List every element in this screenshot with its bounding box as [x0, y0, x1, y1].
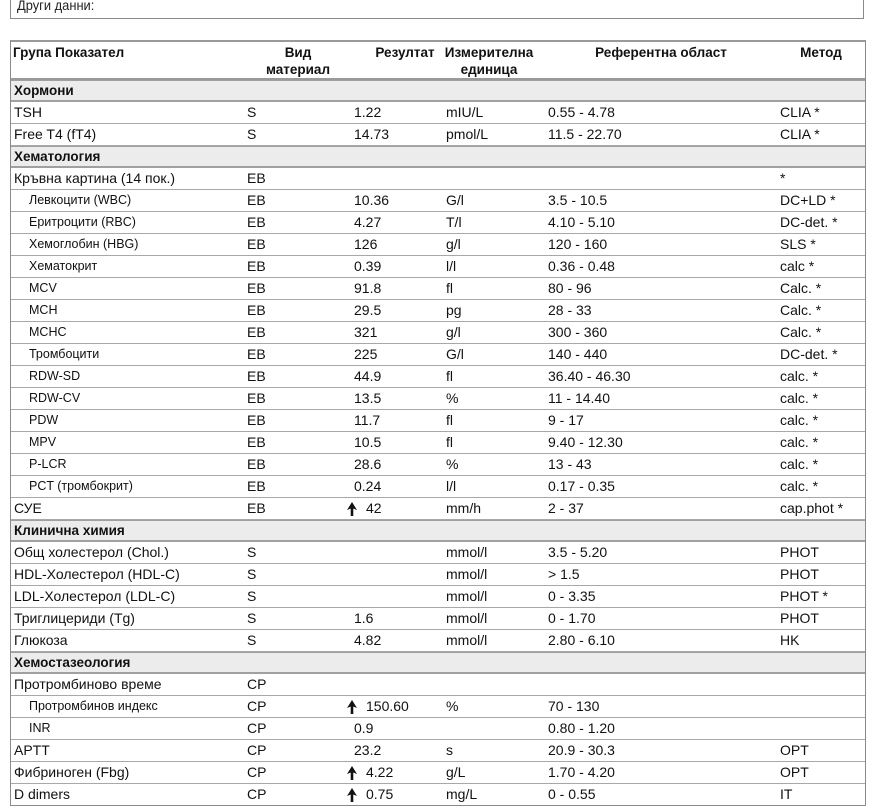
test-name: Кръвна картина (14 пок.) [14, 170, 176, 186]
test-name: Фибриноген (Fbg) [14, 764, 130, 780]
unit-cell: fl [446, 412, 453, 428]
test-name: Левкоцити (WBC) [29, 193, 132, 207]
table-row [11, 256, 865, 278]
table-row [11, 762, 865, 784]
material-cell: S [247, 126, 257, 142]
table-row [11, 784, 865, 805]
method-cell: HK [780, 632, 800, 648]
material-cell: EB [247, 346, 266, 362]
unit-cell: pg [446, 302, 462, 318]
material-cell: EB [247, 170, 266, 186]
material-cell: S [247, 544, 257, 560]
material-cell: EB [247, 478, 266, 494]
unit-cell: l/l [446, 478, 457, 494]
section-title: Хемостазеология [14, 655, 131, 670]
test-name: Free T4 (fT4) [14, 126, 97, 142]
method-cell: cap.phot * [780, 500, 844, 516]
reference-cell: 120 - 160 [548, 236, 608, 252]
test-name: Хемоглобин (HBG) [29, 237, 139, 251]
test-name: RDW-SD [29, 369, 81, 383]
reference-cell: 1.70 - 4.20 [548, 764, 615, 780]
method-cell: calc. * [780, 456, 819, 472]
method-cell: PHOT * [780, 588, 828, 604]
method-cell: PHOT [780, 566, 819, 582]
result-cell: 0.75 [366, 786, 394, 802]
test-name: Триглицериди (Tg) [14, 610, 135, 626]
section-header [11, 80, 865, 102]
method-cell: Calc. * [780, 280, 822, 296]
result-cell: 44.9 [354, 368, 382, 384]
table-row [11, 476, 865, 498]
reference-cell: 0 - 3.35 [548, 588, 596, 604]
section-title: Хормони [14, 83, 74, 98]
reference-cell: 20.9 - 30.3 [548, 742, 615, 758]
other-data-label: Други данни: [17, 0, 95, 13]
method-cell: CLIA * [780, 104, 820, 120]
result-cell: 126 [354, 236, 378, 252]
header-method: Метод [800, 45, 842, 60]
test-name: Еритроцити (RBC) [29, 215, 136, 229]
unit-cell: g/L [446, 764, 466, 780]
table-body [11, 80, 865, 805]
table-row [11, 168, 865, 190]
unit-cell: mmol/l [446, 610, 488, 626]
reference-cell: 0.36 - 0.48 [548, 258, 615, 274]
method-cell: calc. * [780, 368, 819, 384]
result-cell: 1.6 [354, 610, 374, 626]
method-cell: DC+LD * [780, 192, 836, 208]
unit-cell: mmol/l [446, 566, 488, 582]
unit-cell: mmol/l [446, 544, 488, 560]
result-cell: 321 [354, 324, 378, 340]
table-row [11, 454, 865, 476]
method-cell: IT [780, 786, 793, 802]
result-cell: 0.24 [354, 478, 382, 494]
table-row [11, 498, 865, 520]
method-cell: CLIA * [780, 126, 820, 142]
reference-cell: 0.80 - 1.20 [548, 720, 615, 736]
test-name: Хематокрит [29, 259, 98, 273]
material-cell: EB [247, 324, 266, 340]
result-cell: 23.2 [354, 742, 382, 758]
material-cell: CP [247, 786, 267, 802]
table-row [11, 300, 865, 322]
result-cell: 13.5 [354, 390, 382, 406]
method-cell: DC-det. * [780, 214, 838, 230]
unit-cell: fl [446, 280, 453, 296]
unit-cell: % [446, 698, 459, 714]
result-cell: 0.9 [354, 720, 374, 736]
material-cell: EB [247, 258, 266, 274]
test-name: Глюкоза [14, 632, 68, 648]
test-name: СУЕ [14, 500, 42, 516]
result-cell: 4.27 [354, 214, 382, 230]
table-row [11, 586, 865, 608]
result-cell: 225 [354, 346, 378, 362]
unit-cell: g/l [446, 324, 461, 340]
material-cell: CP [247, 742, 267, 758]
test-name: MPV [29, 435, 57, 449]
method-cell: OPT [780, 764, 809, 780]
test-name: P-LCR [29, 457, 67, 471]
test-name: INR [29, 721, 51, 735]
result-cell: 42 [366, 500, 382, 516]
material-cell: CP [247, 764, 267, 780]
unit-cell: fl [446, 434, 453, 450]
test-name: PDW [29, 413, 59, 427]
result-cell: 4.82 [354, 632, 382, 648]
unit-cell: g/l [446, 236, 461, 252]
arrow-up-icon [347, 766, 357, 780]
result-cell: 4.22 [366, 764, 394, 780]
unit-cell: T/l [446, 214, 462, 230]
table-row [11, 278, 865, 300]
arrow-up-icon [347, 502, 357, 516]
result-cell: 14.73 [354, 126, 390, 142]
reference-cell: 3.5 - 10.5 [548, 192, 608, 208]
method-cell: PHOT [780, 610, 819, 626]
reference-cell: > 1.5 [548, 566, 580, 582]
test-name: MCHC [29, 325, 67, 339]
result-cell: 11.7 [354, 412, 381, 428]
material-cell: EB [247, 500, 266, 516]
material-cell: EB [247, 236, 266, 252]
material-cell: EB [247, 280, 266, 296]
table-row [11, 344, 865, 366]
material-cell: CP [247, 698, 267, 714]
table-row [11, 102, 865, 124]
reference-cell: 0.17 - 0.35 [548, 478, 615, 494]
test-name: APTT [14, 742, 50, 758]
test-name: HDL-Холестерол (HDL-C) [14, 566, 180, 582]
unit-cell: mmol/l [446, 632, 488, 648]
material-cell: CP [247, 720, 267, 736]
reference-cell: 80 - 96 [548, 280, 592, 296]
method-cell: calc. * [780, 434, 819, 450]
table-row [11, 432, 865, 454]
result-cell: 28.6 [354, 456, 382, 472]
test-name: Тромбоцити [29, 347, 100, 361]
material-cell: CP [247, 676, 267, 692]
table-row [11, 674, 865, 696]
unit-cell: G/l [446, 192, 464, 208]
unit-cell: % [446, 456, 459, 472]
reference-cell: 28 - 33 [548, 302, 592, 318]
reference-cell: 36.40 - 46.30 [548, 368, 631, 384]
table-row [11, 322, 865, 344]
table-row [11, 410, 865, 432]
material-cell: EB [247, 434, 266, 450]
method-cell: calc * [780, 258, 815, 274]
method-cell: OPT [780, 742, 809, 758]
material-cell: S [247, 610, 257, 626]
table-row [11, 718, 865, 740]
test-name: D dimers [14, 786, 71, 802]
material-cell: S [247, 104, 257, 120]
material-cell: EB [247, 456, 266, 472]
header-result: Резултат [375, 45, 435, 60]
unit-cell: s [446, 742, 453, 758]
method-cell: Calc. * [780, 324, 822, 340]
result-cell: 150.60 [366, 698, 409, 714]
reference-cell: 300 - 360 [548, 324, 608, 340]
method-cell: * [780, 170, 786, 186]
method-cell: calc. * [780, 390, 819, 406]
reference-cell: 70 - 130 [548, 698, 600, 714]
table-header [11, 42, 865, 80]
result-cell: 1.22 [354, 104, 382, 120]
material-cell: EB [247, 192, 266, 208]
reference-cell: 0.55 - 4.78 [548, 104, 615, 120]
test-name: MCV [29, 281, 57, 295]
material-cell: S [247, 566, 257, 582]
table-row [11, 234, 865, 256]
section-title: Хематология [14, 149, 101, 164]
table-row [11, 630, 865, 652]
reference-cell: 0 - 0.55 [548, 786, 596, 802]
material-cell: EB [247, 390, 266, 406]
table-row [11, 740, 865, 762]
material-cell: S [247, 632, 257, 648]
unit-cell: l/l [446, 258, 457, 274]
result-cell: 0.39 [354, 258, 382, 274]
method-cell: Calc. * [780, 302, 822, 318]
material-cell: EB [247, 214, 266, 230]
section-header [11, 652, 865, 674]
reference-cell: 9.40 - 12.30 [548, 434, 623, 450]
test-name: TSH [14, 104, 42, 120]
arrow-up-icon [347, 788, 357, 802]
unit-cell: % [446, 390, 459, 406]
reference-cell: 3.5 - 5.20 [548, 544, 608, 560]
results-table [10, 40, 866, 806]
table-row [11, 190, 865, 212]
method-cell: DC-det. * [780, 346, 838, 362]
method-cell: SLS * [780, 236, 816, 252]
method-cell: calc. * [780, 412, 819, 428]
test-name: PCT (тромбокрит) [29, 479, 133, 493]
test-name: LDL-Холестерол (LDL-C) [14, 588, 176, 604]
material-cell: EB [247, 302, 266, 318]
table-row [11, 124, 865, 146]
header-unit: Измерителна единица [444, 45, 534, 77]
unit-cell: G/l [446, 346, 464, 362]
table-row [11, 366, 865, 388]
section-title: Клинична химия [14, 523, 125, 538]
test-name: Протромбиново време [14, 676, 162, 692]
header-material: Вид материал [265, 45, 331, 77]
result-cell: 29.5 [354, 302, 382, 318]
table-row [11, 564, 865, 586]
other-data-box [10, 0, 864, 19]
method-cell: calc. * [780, 478, 819, 494]
unit-cell: pmol/L [446, 126, 489, 142]
header-reference: Референтна област [595, 45, 727, 60]
table-row [11, 212, 865, 234]
test-name: Общ холестерол (Chol.) [14, 544, 169, 560]
reference-cell: 140 - 440 [548, 346, 608, 362]
reference-cell: 4.10 - 5.10 [548, 214, 615, 230]
material-cell: S [247, 588, 257, 604]
table-row [11, 608, 865, 630]
table-row [11, 388, 865, 410]
reference-cell: 0 - 1.70 [548, 610, 596, 626]
test-name: RDW-CV [29, 391, 81, 405]
unit-cell: mg/L [446, 786, 478, 802]
test-name: Протромбинов индекс [29, 699, 158, 713]
reference-cell: 2 - 37 [548, 500, 584, 516]
result-cell: 91.8 [354, 280, 382, 296]
unit-cell: mmol/l [446, 588, 488, 604]
unit-cell: mIU/L [446, 104, 484, 120]
unit-cell: mm/h [446, 500, 481, 516]
reference-cell: 13 - 43 [548, 456, 592, 472]
section-header [11, 146, 865, 168]
reference-cell: 2.80 - 6.10 [548, 632, 615, 648]
material-cell: EB [247, 368, 266, 384]
table-row [11, 696, 865, 718]
reference-cell: 9 - 17 [548, 412, 584, 428]
method-cell: PHOT [780, 544, 819, 560]
arrow-up-icon [347, 700, 357, 714]
unit-cell: fl [446, 368, 453, 384]
reference-cell: 11 - 14.40 [548, 390, 611, 406]
reference-cell: 11.5 - 22.70 [548, 126, 622, 142]
test-name: MCH [29, 303, 58, 317]
section-header [11, 520, 865, 542]
result-cell: 10.5 [354, 434, 382, 450]
result-cell: 10.36 [354, 192, 390, 208]
material-cell: EB [247, 412, 266, 428]
header-group: Група Показател [13, 45, 125, 60]
table-row [11, 542, 865, 564]
